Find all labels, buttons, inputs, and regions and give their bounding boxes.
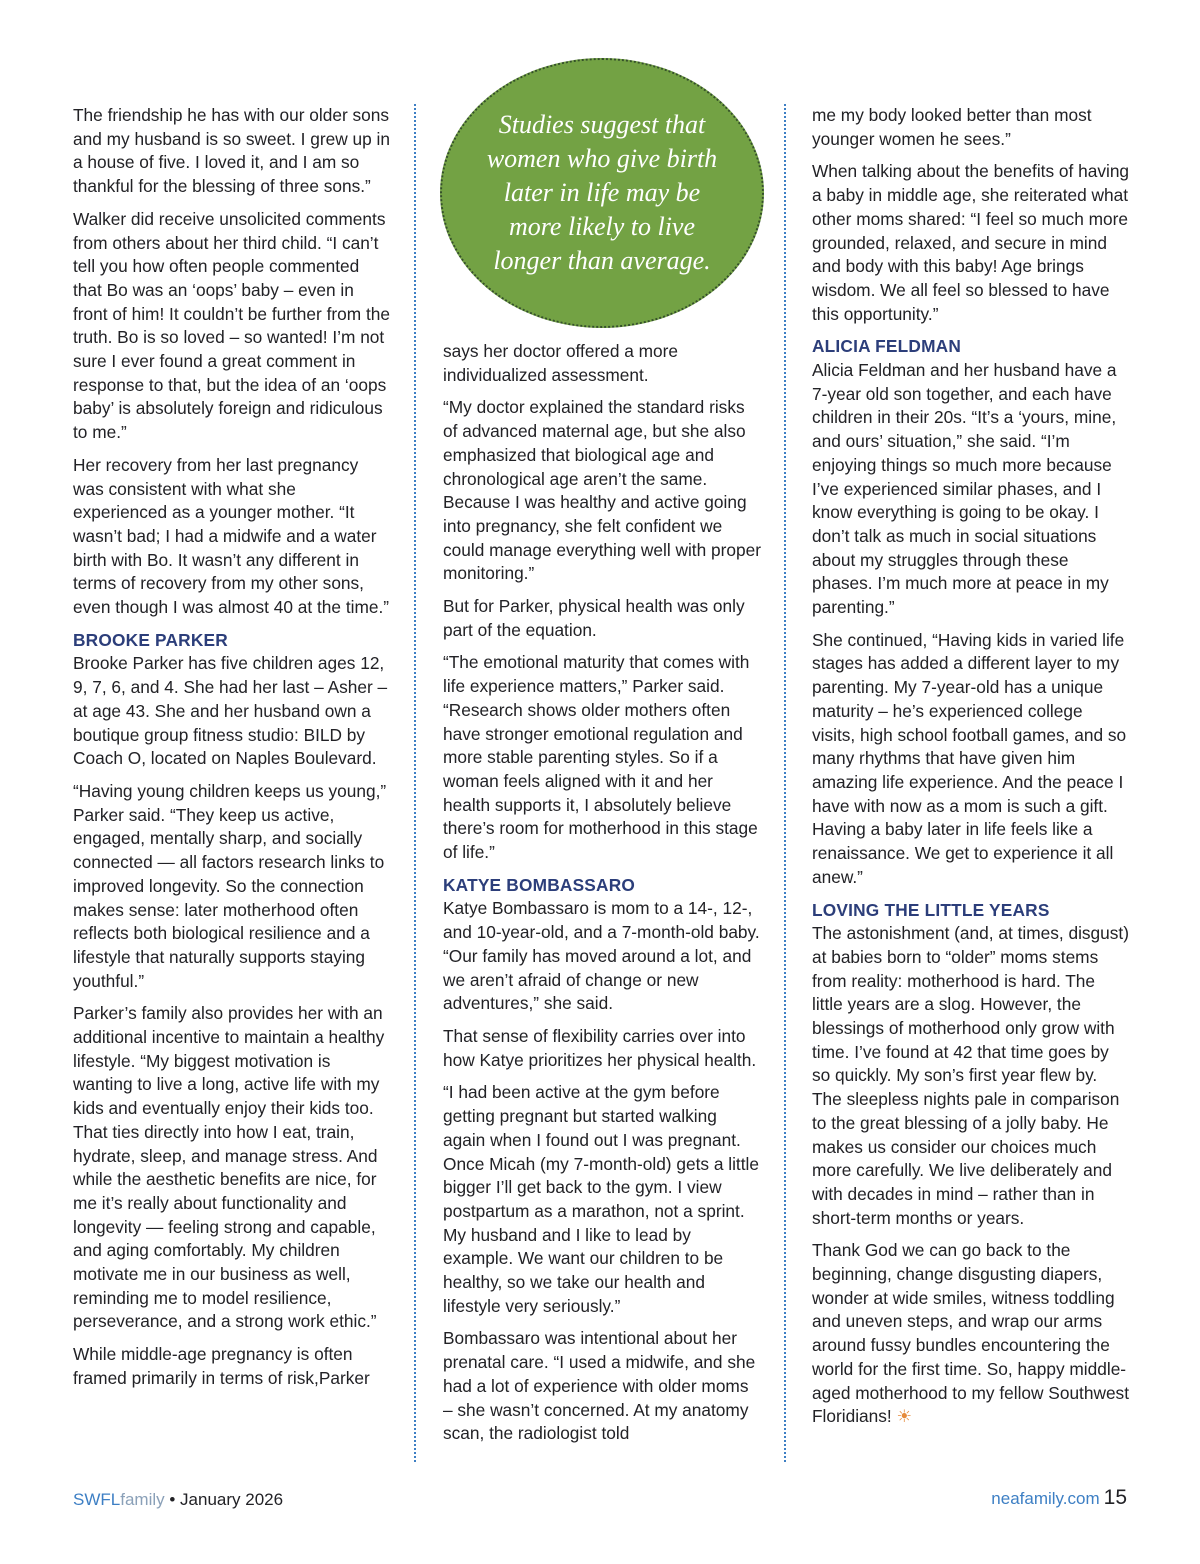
issue-date: • January 2026 [164, 1490, 284, 1509]
paragraph: The friendship he has with our older sons and my husband is so sweet. I grew up in a house of five. I loved it, and I am so thankful for the blessing of three sons.” [73, 105, 390, 197]
footer-site [991, 1486, 1127, 1510]
paragraph: Brooke Parker has five children ages 12, 9, 7, 6, and 4. She had her last – Asher – at age 43. She and her husband own a boutique group fitness studio: BILD by Coach O, located on Naples Boulevard. [73, 653, 388, 769]
paragraph: She continued, “Having kids in varied life stages has added a different layer to my parenting. My 7-year-old has a unique maturity – he’s experienced college visits, high school football games, and so many rhythms that have given him amazing life experience. And the peace I have with now as a mom is such a gift. Having a baby later in life feels like a renaissance. We get to experience it all anew.” [812, 629, 1127, 887]
paragraph: But for Parker, physical health was only part of the equation. [443, 596, 745, 640]
paragraph: “My doctor explained the standard risks of advanced maternal age, but she also emphasized that biological age and chronological age aren’t the same. Because I was healthy and active going into pregnancy, she felt confident we could manage everything well with proper monitoring.” [443, 397, 761, 584]
paragraph: Her recovery from her last pregnancy was consistent with what she experienced as a younger mother. “It wasn’t bad; I had a midwife and a water birth with Bo. It wasn’t any different in terms of recovery from my other sons, even though I was almost 40 at the time.” [73, 454, 390, 618]
paragraph: “I had been active at the gym before getting pregnant but started walking again when I found out I was pregnant. Once Micah (my 7-month-old) gets a little bigger I’ll get back to the gym. I view postpartum as a marathon, not a sprint. My husband and I like to lead by example. We want our children to be healthy, so we take our health and lifestyle very seriously.” [443, 1082, 759, 1316]
paragraph: Alicia Feldman and her husband have a 7-year old son together, and each have children in their 20s. “It’s a ‘yours, mine, and ours’ situation,” she said. “I’m enjoying things so much more because I’ve experienced similar phases, and I know everything is going to be okay. I don’t talk as much in social situations about my struggles through these phases. I’m much more at peace in my parenting.” [812, 360, 1117, 618]
page-number: 15 [1103, 1486, 1127, 1509]
section-heading-loving-little-years: LOVING THE LITTLE YEARS [812, 899, 1050, 920]
column-3 [812, 104, 1130, 1438]
paragraph: While middle-age pregnancy is often framed primarily in terms of risk,Parker [73, 1344, 370, 1388]
sun-icon: ☀ [896, 1406, 913, 1427]
footer-publication [73, 1490, 283, 1510]
brand-swfl: SWFL [73, 1490, 121, 1509]
column-2 [443, 340, 761, 1455]
section-heading-katye-bombassaro: KATYE BOMBASSARO [443, 874, 636, 895]
paragraph: “Having young children keeps us young,” Parker said. “They keep us active, engaged, mentally sharp, and socially connected — all factors research links to improved longevity. So the connection makes sense: later motherhood often reflects both biological resilience and a lifestyle that naturally supports staying youthful.” [73, 780, 387, 991]
paragraph: The astonishment (and, at times, disgust) at babies born to “older” moms stems from reality: motherhood is hard. The little years are a slog. However, the blessings of motherhood only grow with time. I’ve found at 42 that time goes by so quickly. My son’s first year flew by. The sleepless nights pale in comparison to the great blessing of a jolly baby. He makes us consider our choices much more carefully. We live deliberately and with decades in mind – rather than in short-term months or years. [812, 923, 1129, 1228]
column-divider-right [784, 104, 786, 1462]
paragraph: says her doctor offered a more individualized assessment. [443, 341, 679, 385]
pull-quote [440, 58, 764, 328]
pull-quote-text: Studies suggest that women who give birth later in life may be more likely to live longer than average. [486, 110, 718, 275]
column-divider-left [414, 104, 416, 1462]
column-1 [73, 104, 391, 1400]
paragraph: When talking about the benefits of having a baby in middle age, she reiterated what other moms shared: “I feel so much more grounded, relaxed, and secure in mind and body with this baby! Age brings wisdom. We all feel so blessed to have this opportunity.” [812, 161, 1130, 324]
closing-text: Thank God we can go back to the beginning, change disgusting diapers, wonder at wide smiles, witness toddling and uneven steps, and wrap our arms around fussy bundles encountering the world for the first time. So, happy middle-aged motherhood to my fellow Southwest Floridians! [812, 1240, 1130, 1427]
brand-family: family [120, 1490, 165, 1509]
site-link[interactable]: neafamily.com [991, 1489, 1100, 1508]
paragraph: That sense of flexibility carries over into how Katye prioritizes her physical health. [443, 1025, 757, 1070]
paragraph: “The emotional maturity that comes with life experience matters,” Parker said. “Research shows older mothers often have stronger emotional regulation and more stable parenting styles. So if a woman feels aligned with it and her health supports it, I absolutely believe there’s room for motherhood in this stage of life.” [443, 652, 758, 863]
paragraph: me my body looked better than most younger women he sees.” [812, 105, 1092, 149]
paragraph: Katye Bombassaro is mom to a 14-, 12-, and 10-year-old, and a 7-month-old baby. “Our family has moved around a lot, and we aren’t afraid of change or new adventures,” she said. [443, 898, 760, 1014]
paragraph: Walker did receive unsolicited comments from others about her third child. “I can’t tell you how often people commented that Bo was an ‘oops’ baby – even in front of him! It couldn’t be further from the truth. Bo is so loved – so wanted! I’m not sure I ever found a great comment in response to that, but the idea of an ‘oops baby’ is absolutely foreign and ridiculous to me.” [73, 208, 390, 443]
paragraph: Parker’s family also provides her with an additional incentive to maintain a healthy lifestyle. “My biggest motivation is wanting to live a long, active life with my kids and eventually enjoy their kids too. That ties directly into how I eat, train, hydrate, sleep, and manage stress. And while the aesthetic benefits are nice, for me it’s really about functionality and longevity — feeling strong and capable, and aging comfortably. My children motivate me in our business as well, reminding me to model resilience, perseverance, and a strong work ethic.” [73, 1003, 385, 1332]
section-heading-alicia-feldman: ALICIA FELDMAN [812, 336, 962, 357]
section-heading-brooke-parker: BROOKE PARKER [73, 629, 228, 650]
closing-paragraph [812, 1239, 1130, 1429]
paragraph: Bombassaro was intentional about her prenatal care. “I used a midwife, and she had a lot of experience with older moms – she wasn’t concerned. At my anatomy scan, the radiologist told [443, 1328, 756, 1444]
